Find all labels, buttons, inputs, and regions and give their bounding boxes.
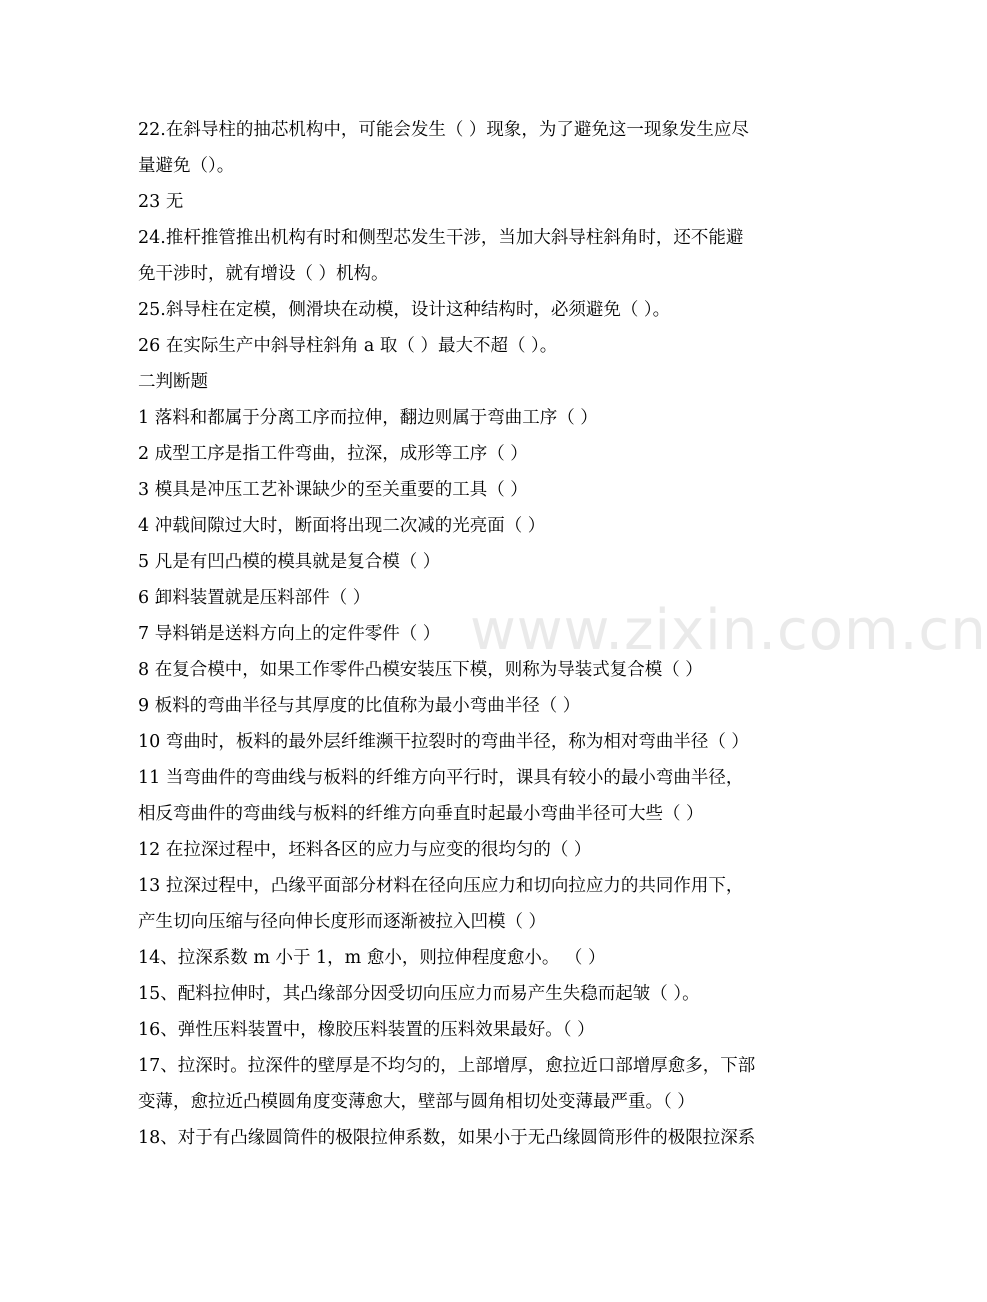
- text-line-q23: 23 无: [138, 192, 184, 212]
- text-line-j7: 7 导料销是送料方向上的定件零件（ ）: [138, 624, 441, 644]
- text-line-q26: 26 在实际生产中斜导柱斜角 a 取（ ）最大不超（ ）。: [138, 336, 558, 356]
- text-line-j17-b: 变薄，愈拉近凸模圆角度变薄愈大，壁部与圆角相切处变薄最严重。（ ）: [138, 1092, 695, 1112]
- text-line-q24-a: 24.推杆推管推出机构有时和侧型芯发生干涉，当加大斜导柱斜角时，还不能避: [138, 228, 744, 248]
- text-line-j15: 15、配料拉伸时，其凸缘部分因受切向压应力而易产生失稳而起皱（ ）。: [138, 984, 700, 1004]
- text-line-j16: 16、弹性压料装置中，橡胶压料装置的压料效果最好。（ ）: [138, 1020, 595, 1040]
- text-line-j6: 6 卸料装置就是压料部件（ ）: [138, 588, 371, 608]
- text-line-j2: 2 成型工序是指工件弯曲，拉深，成形等工序（ ）: [138, 444, 528, 464]
- text-line-j14: 14、拉深系数 m 小于 1，m 愈小，则拉伸程度愈小。 （ ）: [138, 948, 606, 968]
- text-line-j10: 10 弯曲时，板料的最外层纤维濒干拉裂时的弯曲半径，称为相对弯曲半径（ ）: [138, 732, 749, 752]
- text-line-j3: 3 模具是冲压工艺补课缺少的至关重要的工具（ ）: [138, 480, 528, 500]
- text-line-j12: 12 在拉深过程中，坯料各区的应力与应变的很均匀的（ ）: [138, 840, 592, 860]
- section-heading: 二判断题: [138, 372, 208, 392]
- text-line-q22-b: 量避免（）。: [138, 156, 235, 176]
- text-line-j11-a: 11 当弯曲件的弯曲线与板料的纤维方向平行时，课具有较小的最小弯曲半径，: [138, 768, 744, 788]
- text-line-j1: 1 落料和都属于分离工序而拉伸，翻边则属于弯曲工序（ ）: [138, 408, 598, 428]
- text-line-j5: 5 凡是有凹凸模的模具就是复合模（ ）: [138, 552, 441, 572]
- text-line-j18: 18、对于有凸缘圆筒件的极限拉伸系数，如果小于无凸缘圆筒形件的极限拉深系: [138, 1128, 756, 1148]
- watermark: www.zixin.com.cn: [470, 598, 987, 663]
- document-body: [138, 112, 798, 1156]
- text-line-j11-b: 相反弯曲件的弯曲线与板料的纤维方向垂直时起最小弯曲半径可大些（ ）: [138, 804, 704, 824]
- text-line-j17-a: 17、拉深时。拉深件的壁厚是不均匀的，上部增厚，愈拉近口部增厚愈多，下部: [138, 1056, 756, 1076]
- text-line-j8: 8 在复合模中，如果工作零件凸模安装压下模，则称为导装式复合模（ ）: [138, 660, 703, 680]
- text-line-q22-a: 22.在斜导柱的抽芯机构中，可能会发生（ ）现象，为了避免这一现象发生应尽: [138, 120, 749, 140]
- text-line-j13-b: 产生切向压缩与径向伸长度形而逐渐被拉入凹模（ ）: [138, 912, 547, 932]
- text-line-q25: 25.斜导柱在定模，侧滑块在动模，设计这种结构时，必须避免（ ）。: [138, 300, 671, 320]
- text-line-q24-b: 免干涉时，就有增设（ ）机构。: [138, 264, 389, 284]
- text-line-j4: 4 冲载间隙过大时，断面将出现二次减的光亮面（ ）: [138, 516, 546, 536]
- text-line-j9: 9 板料的弯曲半径与其厚度的比值称为最小弯曲半径（ ）: [138, 696, 581, 716]
- text-line-j13-a: 13 拉深过程中，凸缘平面部分材料在径向压应力和切向拉应力的共同作用下，: [138, 876, 744, 896]
